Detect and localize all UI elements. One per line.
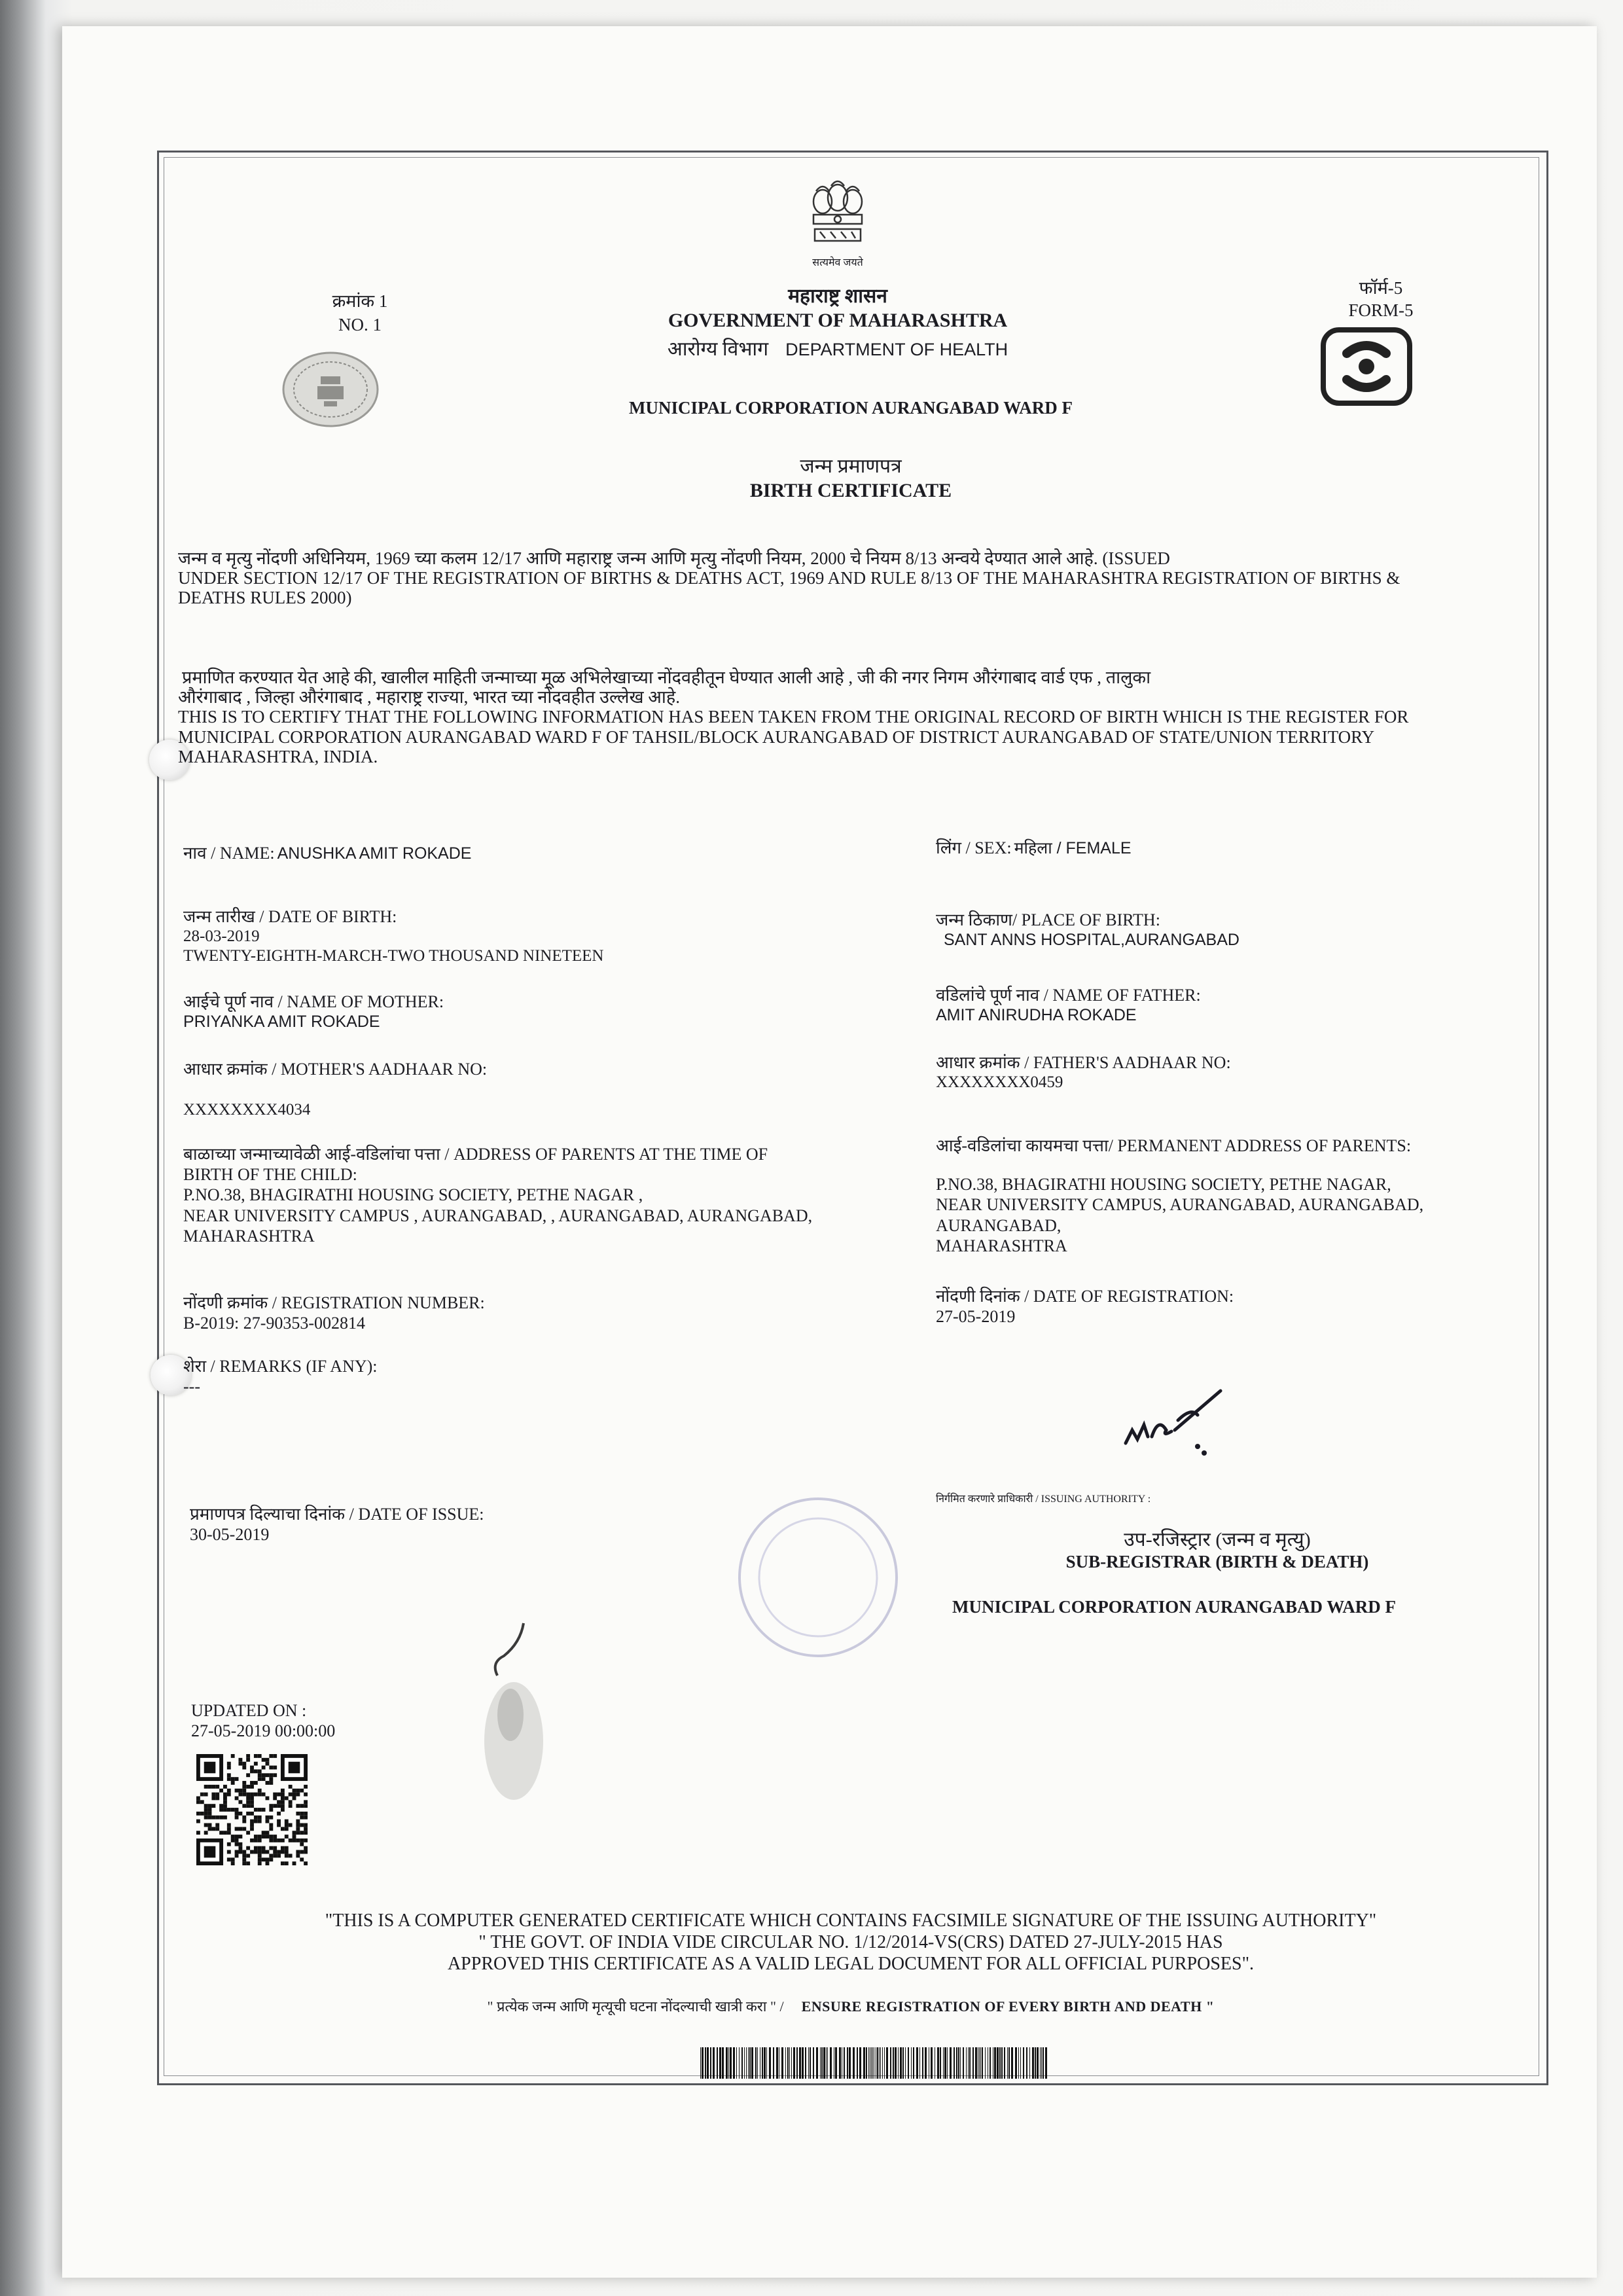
ashoka-emblem-icon [802, 177, 874, 255]
date-of-issue-label: प्रमाणपत्र दिल्याचा दिनांक / DATE OF ISSUE: [190, 1505, 484, 1524]
permanent-address-line: P.NO.38, BHAGIRATHI HOUSING SOCIETY, PETHE NAGAR, [936, 1175, 1391, 1194]
emblem-motto: सत्यमेव जयते [812, 257, 863, 268]
address-at-birth-field [183, 1144, 923, 1246]
address-at-birth-label: बाळाच्या जन्माच्यावेळी आई-वडिलांचा पत्ता / ADDRESS OF PARENTS AT THE TIME OF [183, 1145, 768, 1164]
barcode-icon [700, 2047, 1047, 2079]
mother-name-value: PRIYANKA AMIT ROKADE [183, 1013, 380, 1031]
form-mr: फॉर्म-5 [1359, 278, 1403, 298]
certify-line: THIS IS TO CERTIFY THAT THE FOLLOWING INFORMATION HAS BEEN TAKEN FROM THE ORIGINAL RECORD OF BIRTH WHICH IS THE REGISTER FOR [178, 707, 1409, 727]
father-name-field [936, 985, 1525, 1025]
notice-line: "THIS IS A COMPUTER GENERATED CERTIFICATE WHICH CONTAINS FACSIMILE SIGNATURE OF THE ISSUING AUTHORITY" [325, 1910, 1377, 1931]
issued-line: जन्म व मृत्यु नोंदणी अधिनियम, 1969 च्या कलम 12/17 आणि महाराष्ट्र जन्म आणि मृत्यु नोंदणी नियम, 2000 चे नियम 8/13 अन्वये देण्यात आले आहे. (ISSUED [178, 548, 1170, 568]
certify-line: प्रमाणित करण्यात येत आहे की, खालील माहिती जन्माच्या मूळ अभिलेखाच्या नोंदवहीतून घेण्यात आली आहे , जी की नगर निगम औरंगाबाद वार्ड एफ , तालुका [182, 668, 1151, 687]
registration-date-field [936, 1286, 1525, 1327]
issued-under-paragraph [178, 548, 1534, 608]
qr-code-icon [196, 1754, 308, 1865]
place-of-birth-value: SANT ANNS HOSPITAL,AURANGABAD [944, 931, 1240, 950]
issuing-authority-label: निर्गमित करणारे प्राधिकारी / ISSUING AUTHORITY : [936, 1494, 1151, 1505]
mother-aadhaar-label: आधार क्रमांक / MOTHER'S AADHAAR NO: [183, 1060, 488, 1079]
permanent-address-line: AURANGABAD, [936, 1215, 1061, 1235]
notice-line: " THE GOVT. OF INDIA VIDE CIRCULAR NO. 1/12/2014-VS(CRS) DATED 27-JULY-2015 HAS [478, 1932, 1223, 1953]
slogan-en: ENSURE REGISTRATION OF EVERY BIRTH AND DEATH " [801, 1998, 1215, 2015]
issued-line: UNDER SECTION 12/17 OF THE REGISTRATION OF BIRTHS & DEATHS ACT, 1969 AND RULE 8/13 OF THE MAHARASHTRA REGISTRATION OF BIRTHS & [178, 568, 1400, 588]
faint-stamp [707, 1492, 929, 1662]
place-of-birth-field [936, 910, 1525, 950]
barcode [700, 2047, 1047, 2079]
corporation-heading: MUNICIPAL CORPORATION AURANGABAD WARD F [628, 398, 1073, 418]
certify-line: औरंगाबाद , जिल्हा औरंगाबाद , महाराष्ट्र राज्या, भारत च्या नोंदवहीत उल्लेख आहे. [178, 687, 680, 708]
father-name-value: AMIT ANIRUDHA ROKADE [936, 1006, 1137, 1025]
mother-name-field [183, 992, 903, 1031]
registration-slogan [196, 1996, 1505, 2016]
facsimile-signature [1113, 1381, 1230, 1466]
registration-date-label: नोंदणी दिनांक / DATE OF REGISTRATION: [936, 1287, 1234, 1306]
name-label: नाव / NAME: [183, 844, 275, 863]
permanent-address-field [936, 1136, 1538, 1256]
notice-line: APPROVED THIS CERTIFICATE AS A VALID LEGAL DOCUMENT FOR ALL OFFICIAL PURPOSES". [447, 1954, 1255, 1975]
serial-mr: क्रमांक 1 [332, 291, 388, 311]
remarks-label: शेरा / REMARKS (IF ANY): [183, 1357, 378, 1376]
department-en: DEPARTMENT OF HEALTH [785, 340, 1008, 359]
serial-block [308, 288, 412, 335]
mother-aadhaar-value: XXXXXXXX4034 [183, 1101, 311, 1119]
permanent-address-line: MAHARASHTRA [936, 1236, 1067, 1255]
govt-name-mr: महाराष्ट्र शासन [788, 285, 887, 307]
dob-in-words: TWENTY-EIGHTH-MARCH-TWO THOUSAND NINETEEN [183, 947, 604, 965]
place-of-birth-label: जन्म ठिकाण/ PLACE OF BIRTH: [936, 910, 1160, 929]
permanent-address-label: आई-वडिलांचा कायमचा पत्ता/ PERMANENT ADDRESS OF PARENTS: [936, 1136, 1412, 1155]
date-of-issue-value: 30-05-2019 [190, 1525, 270, 1545]
address-at-birth-label-cont: BIRTH OF THE CHILD: [183, 1165, 357, 1185]
father-aadhaar-label: आधार क्रमांक / FATHER'S AADHAAR NO: [936, 1053, 1231, 1072]
registration-number-label: नोंदणी क्रमांक / REGISTRATION NUMBER: [183, 1293, 485, 1312]
address-at-birth-line: MAHARASHTRA [183, 1226, 315, 1246]
registration-number-field [183, 1293, 903, 1333]
registration-number-value: B-2019: 27-90353-002814 [183, 1314, 366, 1333]
address-at-birth-line: NEAR UNIVERSITY CAMPUS , AURANGABAD, , AURANGABAD, AURANGABAD, [183, 1206, 813, 1225]
dob-label: जन्म तारीख / DATE OF BIRTH: [183, 907, 397, 926]
form-block [1315, 275, 1446, 321]
department-line [589, 334, 1086, 361]
registration-date-value: 27-05-2019 [936, 1307, 1016, 1327]
mother-name-label: आईचे पूर्ण नाव / NAME OF MOTHER: [183, 992, 444, 1011]
father-aadhaar-field [936, 1052, 1525, 1092]
certify-line: MUNICIPAL CORPORATION AURANGABAD WARD F OF TAHSIL/BLOCK AURANGABAD OF DISTRICT AURANGABAD OF STATE/UNION TERRITORY [178, 726, 1375, 747]
slogan-mr: " प्रत्येक जन्म आणि मृत्यूची घटना नोंदल्याची खात्री करा " / [487, 1998, 784, 2015]
remarks-field [183, 1356, 903, 1397]
remarks-value: --- [183, 1377, 200, 1397]
ink-smudge [458, 1617, 569, 1820]
sex-value: महिला / FEMALE [1014, 839, 1132, 857]
dob-value: 28-03-2019 [183, 927, 260, 946]
department-mr: आरोग्य विभाग [667, 338, 769, 360]
form-en: FORM-5 [1348, 300, 1414, 320]
permanent-address-line: NEAR UNIVERSITY CAMPUS, AURANGABAD, AURANGABAD, [936, 1195, 1424, 1215]
state-emblem [798, 177, 877, 269]
address-at-birth-line: P.NO.38, BHAGIRATHI HOUSING SOCIETY, PETHE NAGAR , [183, 1185, 643, 1205]
govt-name-en: GOVERNMENT OF MAHARASHTRA [668, 310, 1008, 331]
sex-field [936, 838, 1525, 858]
sub-registrar-en: SUB-REGISTRAR (BIRTH & DEATH) [1065, 1552, 1369, 1571]
sub-registrar-block [1008, 1525, 1427, 1572]
mother-aadhaar-field [183, 1059, 903, 1120]
certificate-title [589, 452, 1113, 502]
name-value: ANUSHKA AMIT ROKADE [277, 844, 472, 863]
computer-generated-notice [196, 1910, 1505, 1975]
certify-paragraph [178, 668, 1534, 766]
ink-smudge-graphic [458, 1617, 569, 1820]
qr-code [196, 1754, 308, 1865]
govt-header [589, 281, 1086, 361]
sub-registrar-mr: उप-रजिस्ट्रार (जन्म व मृत्यु) [1124, 1529, 1311, 1551]
municipal-seal [281, 350, 380, 429]
issued-line: DEATHS RULES 2000) [178, 588, 352, 608]
signature-icon [1113, 1381, 1230, 1466]
health-logo [1321, 327, 1412, 406]
updated-on-value: 27-05-2019 00:00:00 [191, 1721, 336, 1741]
father-name-label: वडिलांचे पूर्ण नाव / NAME OF FATHER: [936, 986, 1201, 1005]
title-en: BIRTH CERTIFICATE [749, 480, 952, 501]
date-of-birth-field [183, 906, 903, 966]
faint-stamp-icon [707, 1492, 929, 1662]
title-mr: जन्म प्रमाणपत्र [800, 456, 902, 477]
serial-en: NO. 1 [338, 315, 382, 334]
name-field [183, 843, 903, 863]
health-department-logo-icon [1321, 327, 1412, 406]
municipal-seal-icon [281, 350, 380, 429]
sex-label: लिंग / SEX: [936, 838, 1012, 857]
certify-line: MAHARASHTRA, INDIA. [178, 746, 378, 766]
authority-corporation: MUNICIPAL CORPORATION AURANGABAD WARD F [952, 1597, 1397, 1617]
updated-on-label: UPDATED ON : [191, 1701, 307, 1720]
father-aadhaar-value: XXXXXXXX0459 [936, 1073, 1063, 1092]
